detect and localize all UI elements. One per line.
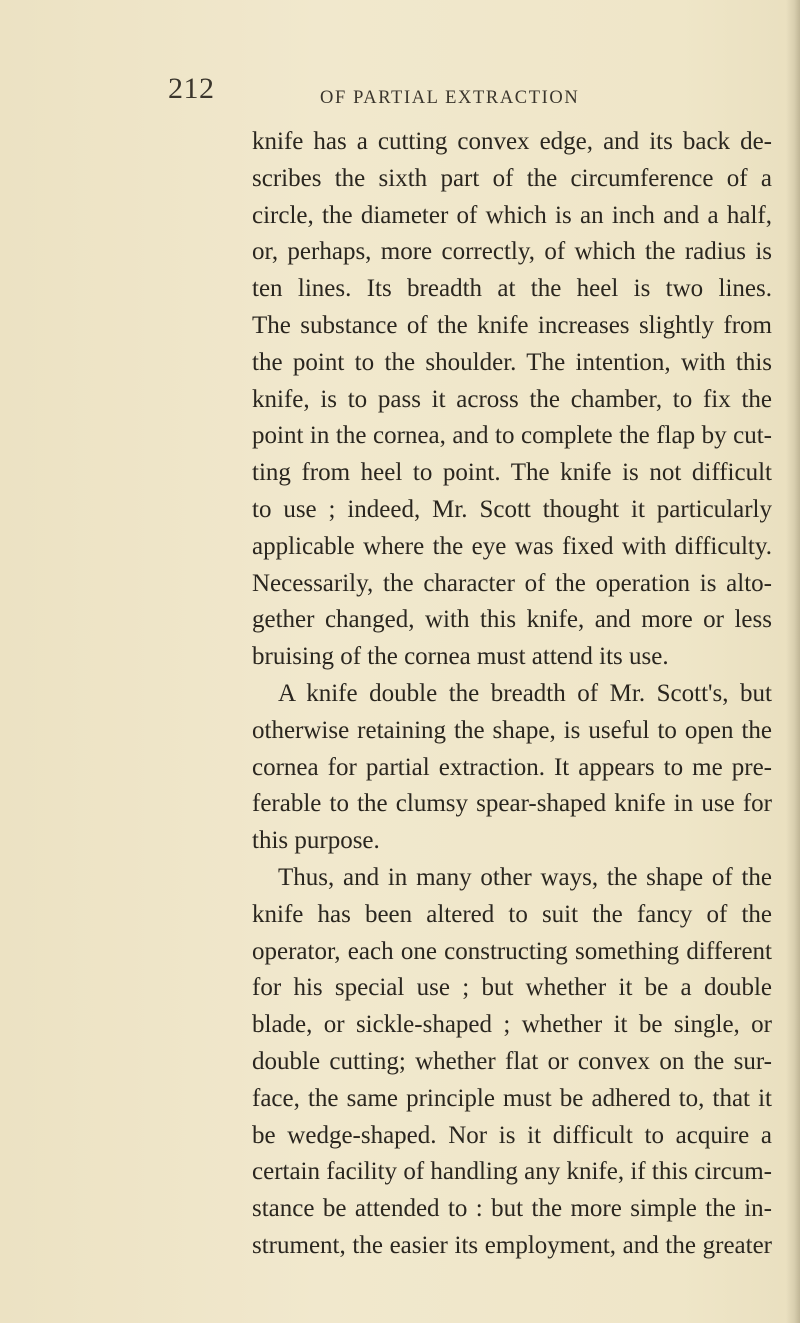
text-line: point in the cornea, and to complete the flap by cut- — [252, 422, 772, 450]
running-head: OF PARTIAL EXTRACTION — [320, 88, 580, 108]
text-line: ferable to the clumsy spear-shaped knife in use for — [252, 790, 772, 818]
text-line: stance be attended to : but the more simple the in- — [252, 1195, 772, 1223]
text-line: operator, each one constructing something different — [252, 937, 772, 965]
text-line: cornea for partial extraction. It appears to me pre- — [252, 753, 772, 781]
text-line: scribes the sixth part of the circumference of a — [252, 164, 772, 192]
page-number: 212 — [168, 72, 215, 105]
text-line: bruising of the cornea must attend its use. — [252, 643, 669, 671]
text-line: ten lines. Its breadth at the heel is two lines. — [252, 275, 772, 303]
text-line: for his special use ; but whether it be a double — [252, 974, 772, 1002]
body-text — [252, 124, 772, 1265]
text-line: The substance of the knife increases slightly from — [252, 311, 772, 339]
text-line: be wedge-shaped. Nor is it difficult to acquire a — [252, 1121, 772, 1149]
text-line: or, perhaps, more correctly, of which the radius is — [252, 238, 772, 266]
paragraph-first-line: Thus, and in many other ways, the shape of the — [278, 863, 772, 891]
text-line: circle, the diameter of which is an inch and a half, — [252, 201, 772, 229]
text-line: Necessarily, the character of the operation is alto- — [252, 569, 772, 597]
text-line: applicable where the eye was fixed with difficulty. — [252, 532, 772, 560]
text-line: gether changed, with this knife, and more or less — [252, 606, 772, 634]
page-header — [168, 74, 728, 114]
text-line: face, the same principle must be adhered to, that it — [252, 1084, 772, 1112]
paragraph-first-line: A knife double the breadth of Mr. Scott's, but — [278, 679, 772, 707]
text-line: knife, is to pass it across the chamber, to fix the — [252, 385, 772, 413]
text-line: blade, or sickle-shaped ; whether it be single, or — [252, 1011, 772, 1039]
page-edge-shadow — [786, 0, 800, 1323]
text-line: strument, the easier its employment, and the greater — [252, 1231, 772, 1259]
text-line: double cutting; whether flat or convex on the sur- — [252, 1047, 772, 1075]
text-line: knife has been altered to suit the fancy of the — [252, 900, 772, 928]
text-line: otherwise retaining the shape, is useful to open the — [252, 716, 772, 744]
text-line: this purpose. — [252, 827, 380, 855]
text-line: to use ; indeed, Mr. Scott thought it particularly — [252, 495, 772, 523]
text-line: certain facility of handling any knife, if this circum- — [252, 1158, 772, 1186]
text-line: ting from heel to point. The knife is not difficult — [252, 459, 772, 487]
text-line: knife has a cutting convex edge, and its back de- — [252, 128, 772, 155]
text-line: the point to the shoulder. The intention, with this — [252, 348, 772, 376]
